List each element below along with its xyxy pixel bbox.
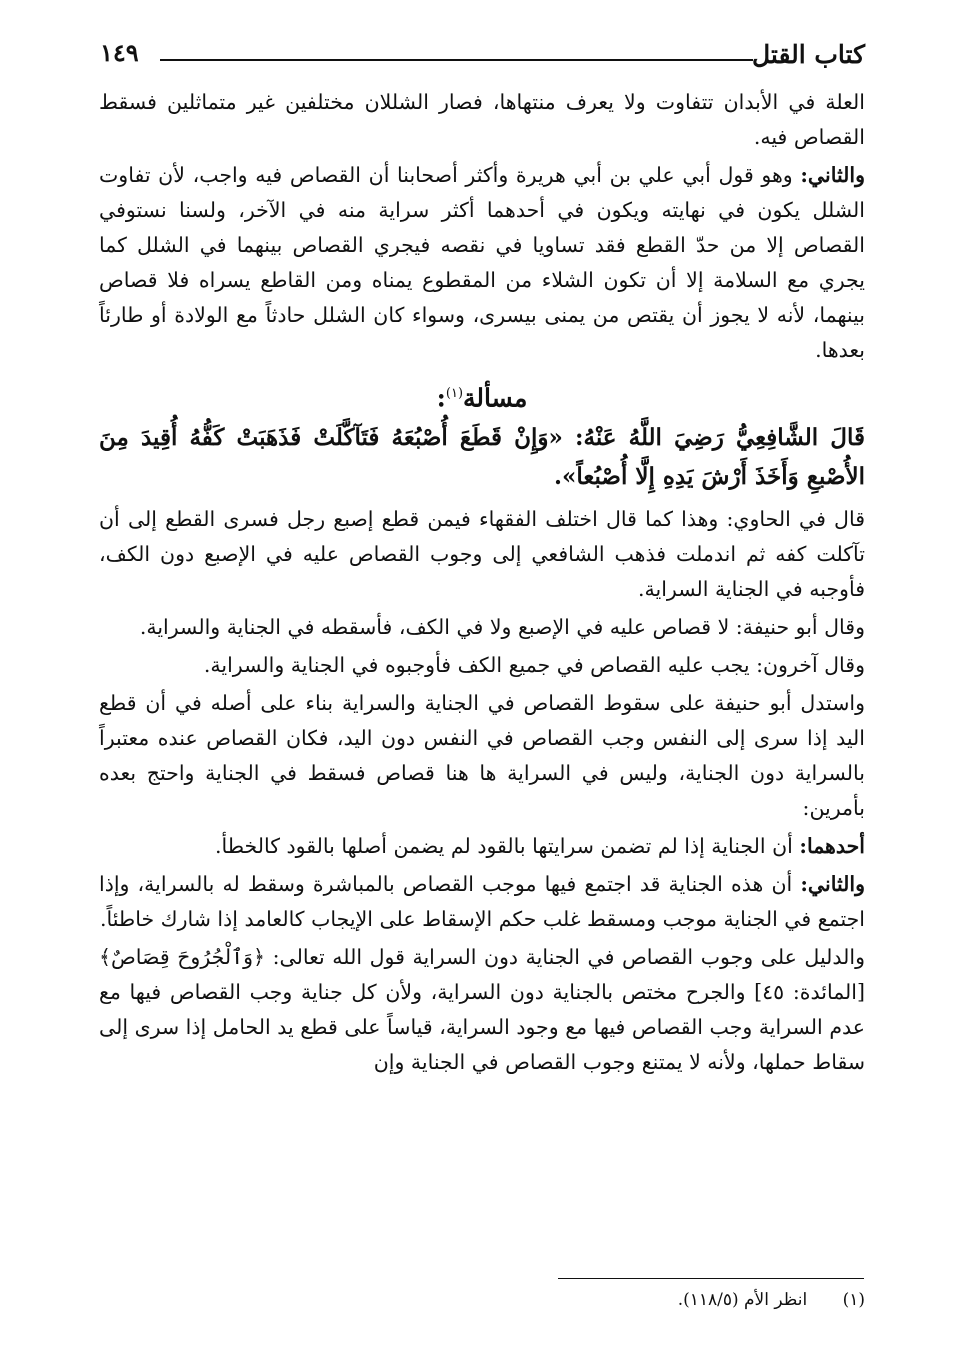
paragraph — [99, 829, 865, 864]
paragraph-lead: والثاني: — [800, 872, 865, 897]
paragraph: واستدل أبو حنيفة على سقوط القصاص في الجناية والسراية بناء على أصله في أن قطع اليد إذا سرى إلى النفس وجب القصاص في النفس دون اليد، فكان القصاص عنده معتبراً بالسراية دون الجناية، وليس في السراية ها هنا قصاص فسقط في الجناية واحتج بعده بأمرين: — [99, 691, 865, 821]
footnote-rule — [558, 1278, 864, 1279]
paragraph-lead: أحدهما: — [799, 834, 865, 859]
paragraph-text: أن هذه الجناية قد اجتمع فيها موجب القصاص بالمباشرة وسقط له بالسراية، وإذا اجتمع في الجناية موجب ومسقط غلب حكم الإسقاط على الإيجاب كالعامد إذا شارك خاطئاً. — [99, 872, 865, 932]
running-header — [100, 36, 865, 76]
header-rule — [160, 59, 753, 61]
paragraph: والدليل على وجوب القصاص في الجناية دون السراية قول الله تعالى: ﴿وَٱلْجُرُوحَ قِصَاصٌ﴾ [المائدة: ٤٥] والجرح مختص بالجناية دون السراية، ولأن كل جناية وجب القصاص فيها مع عدم السراية وجب القصاص فيها مع وجود السراية، قياساً على قطع يد الحامل إذا سرى إلى سقاط حملها، ولأنه لا يمتنع وجوب القصاص في الجناية وإن — [99, 945, 865, 1075]
page-body — [99, 85, 865, 1083]
paragraph — [99, 158, 865, 368]
footnote-text: انظر الأم (١١٨/٥). — [677, 1290, 808, 1310]
paragraph-text: أن الجناية إذا لم تضمن سرايتها بالقود لم يضمن أصلها بالقود كالخطأ. — [214, 834, 800, 859]
paragraph — [99, 867, 865, 937]
page-number: ١٤٩ — [100, 38, 139, 67]
footnote — [400, 1290, 865, 1310]
chapter-title: كتاب القتل — [752, 40, 865, 69]
paragraph-text: وهو قول أبي علي بن أبي هريرة وأكثر أصحابنا أن القصاص فيه واجب، لأن تفاوت الشلل يكون في نهايته ويكون في أحدهما أكثر سراية منه في الآخر، ولسنا نستوفي القصاص إلا من حدّ القطع فقد تساويا في نقصه فيجري القصاص بينهما في الشلل كما يجري مع السلامة إلا أن تكون الشلاء من المقطوع يمناه ومن القاطع يسراه فلا قصاص بينهما، لأنه لا يجوز أن يقتص من يمنى بيسرى، وسواء كان الشلل حادثاً مع الولادة أو طارئاً بعدها. — [99, 163, 865, 362]
shafii-quote: قَالَ الشَّافِعِيُّ رَضِيَ اللَّهُ عَنْهُ: «وَإِنْ قَطَعَ أُصْبُعَهُ فَتَآكَّلَتْ فَذَهَبَتْ كَفُّهُ أُقِيدَ مِنَ الأُصْبعِ وَأَخَذَ أَرْشَ يَدِهِ إِلَّا أُصْبُعاً». — [99, 424, 865, 491]
paragraph: وقال آخرون: يجب عليه القصاص في جميع الكف فأوجبوه في الجناية والسراية. — [203, 653, 865, 678]
paragraph: قال في الحاوي: وهذا كما قال اختلف الفقهاء فيمن قطع إصبع رجل فسرى القطع إلى أن تآكلت كفه ثم اندملت فذهب الشافعي إلى وجوب القصاص عليه في الإصبع دون الكف، فأوجبه في الجناية السراية. — [99, 507, 865, 602]
paragraph: وقال أبو حنيفة: لا قصاص عليه في الإصبع ولا في الكف، فأسقطه في الجناية والسراية. — [139, 615, 865, 640]
footnote-marker: (١) — [445, 386, 464, 401]
paragraph-lead: والثاني: — [800, 163, 865, 187]
heading-text: مسألة — [463, 383, 528, 413]
paragraph: العلة في الأبدان تتفاوت ولا يعرف منتهاها، فصار الشللان مختلفين غير متماثلين فسقط القصاص فيه. — [99, 90, 865, 149]
footnote-number: (١) — [842, 1290, 865, 1310]
section-heading: مسألة$^{(١)}$: — [436, 383, 528, 413]
